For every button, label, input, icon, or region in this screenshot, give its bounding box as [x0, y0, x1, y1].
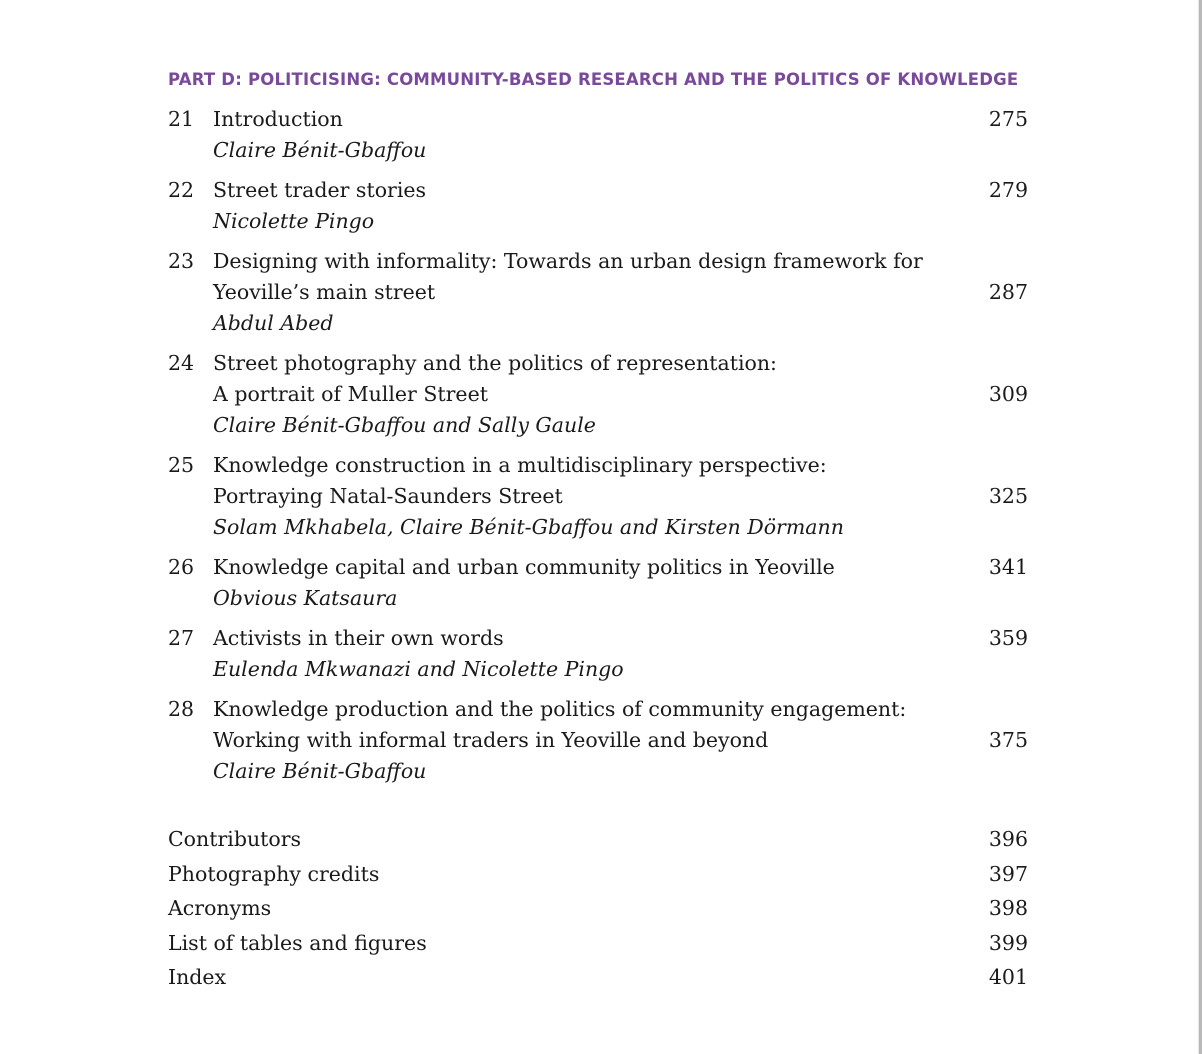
- toc-entry-contributors[interactable]: [168, 822, 1028, 857]
- chapter-author: Claire Bénit-Gbaffou: [213, 759, 427, 783]
- chapter-title[interactable]: Knowledge construction in a multidisciplinary perspective:: [213, 453, 827, 477]
- chapter-title[interactable]: Street photography and the politics of representation:: [213, 351, 777, 375]
- back-matter-label[interactable]: List of tables and figures: [168, 930, 427, 955]
- toc-entry-list-of-tables[interactable]: [168, 926, 1028, 961]
- page-number: 359: [988, 626, 1028, 650]
- page-number: 397: [988, 861, 1028, 886]
- chapter-author: Eulenda Mkwanazi and Nicolette Pingo: [213, 657, 624, 681]
- chapter-title[interactable]: Knowledge capital and urban community politics in Yeoville: [213, 555, 835, 579]
- chapter-number: 28: [168, 697, 195, 721]
- toc-entry-acronyms[interactable]: [168, 891, 1028, 926]
- chapter-title-continued[interactable]: Yeoville’s main street: [213, 280, 436, 304]
- chapter-number: 25: [168, 453, 195, 477]
- page-number: 396: [988, 827, 1028, 851]
- toc-entry-26[interactable]: [168, 552, 1028, 614]
- chapter-author: Claire Bénit-Gbaffou and Sally Gaule: [213, 413, 596, 437]
- part-heading: PART D: POLITICISING: COMMUNITY-BASED RESEARCH AND THE POLITICS OF KNOWLEDGE: [168, 70, 1019, 89]
- chapter-author: Obvious Katsaura: [213, 586, 398, 610]
- toc-entry-index[interactable]: [168, 960, 1028, 995]
- back-matter-label[interactable]: Photography credits: [168, 861, 380, 886]
- chapter-number: 27: [168, 626, 195, 650]
- page-number: 275: [988, 107, 1028, 131]
- page-number: 287: [988, 280, 1028, 304]
- toc-entry-25[interactable]: [168, 450, 1028, 543]
- chapter-number: 26: [168, 555, 195, 579]
- page-number: 398: [988, 896, 1028, 920]
- toc-entry-27[interactable]: [168, 623, 1028, 685]
- chapter-author: Abdul Abed: [213, 311, 334, 335]
- page-number: 341: [988, 555, 1028, 579]
- chapter-title[interactable]: Introduction: [213, 107, 343, 131]
- chapter-title-continued[interactable]: Portraying Natal-Saunders Street: [213, 484, 563, 508]
- chapter-title-continued[interactable]: Working with informal traders in Yeoville and beyond: [213, 728, 769, 752]
- chapter-author: Nicolette Pingo: [213, 209, 375, 233]
- chapter-title[interactable]: Knowledge production and the politics of community engagement:: [213, 697, 907, 721]
- page-number: 309: [988, 382, 1028, 406]
- page-number: 399: [988, 930, 1028, 955]
- toc-entry-23[interactable]: [168, 246, 1028, 339]
- page-number: 375: [988, 728, 1028, 752]
- chapter-number: 24: [168, 351, 195, 375]
- page-number: 401: [988, 965, 1028, 989]
- toc-entry-21[interactable]: [168, 104, 1028, 166]
- back-matter-label[interactable]: Contributors: [168, 827, 302, 851]
- back-matter-label[interactable]: Acronyms: [168, 896, 272, 920]
- chapter-number: 23: [168, 249, 195, 273]
- back-matter-list: [168, 822, 1028, 995]
- chapter-number: 22: [168, 178, 195, 202]
- chapter-title[interactable]: Street trader stories: [213, 178, 427, 202]
- chapter-number: 21: [168, 107, 195, 131]
- toc-entry-photography-credits[interactable]: [168, 857, 1028, 892]
- chapter-author: Solam Mkhabela, Claire Bénit-Gbaffou and Kirsten Dörmann: [213, 515, 844, 539]
- chapter-author: Claire Bénit-Gbaffou: [213, 138, 427, 162]
- chapter-title[interactable]: Activists in their own words: [213, 626, 504, 650]
- back-matter-label[interactable]: Index: [168, 965, 227, 989]
- chapter-title[interactable]: Designing with informality: Towards an urban design framework for: [213, 249, 923, 273]
- toc-entry-24[interactable]: [168, 348, 1028, 441]
- toc-entry-28[interactable]: [168, 694, 1028, 787]
- page-number: 325: [988, 484, 1028, 508]
- chapter-title-continued[interactable]: A portrait of Muller Street: [213, 382, 488, 406]
- page-number: 279: [988, 178, 1028, 202]
- toc-entry-22[interactable]: [168, 175, 1028, 237]
